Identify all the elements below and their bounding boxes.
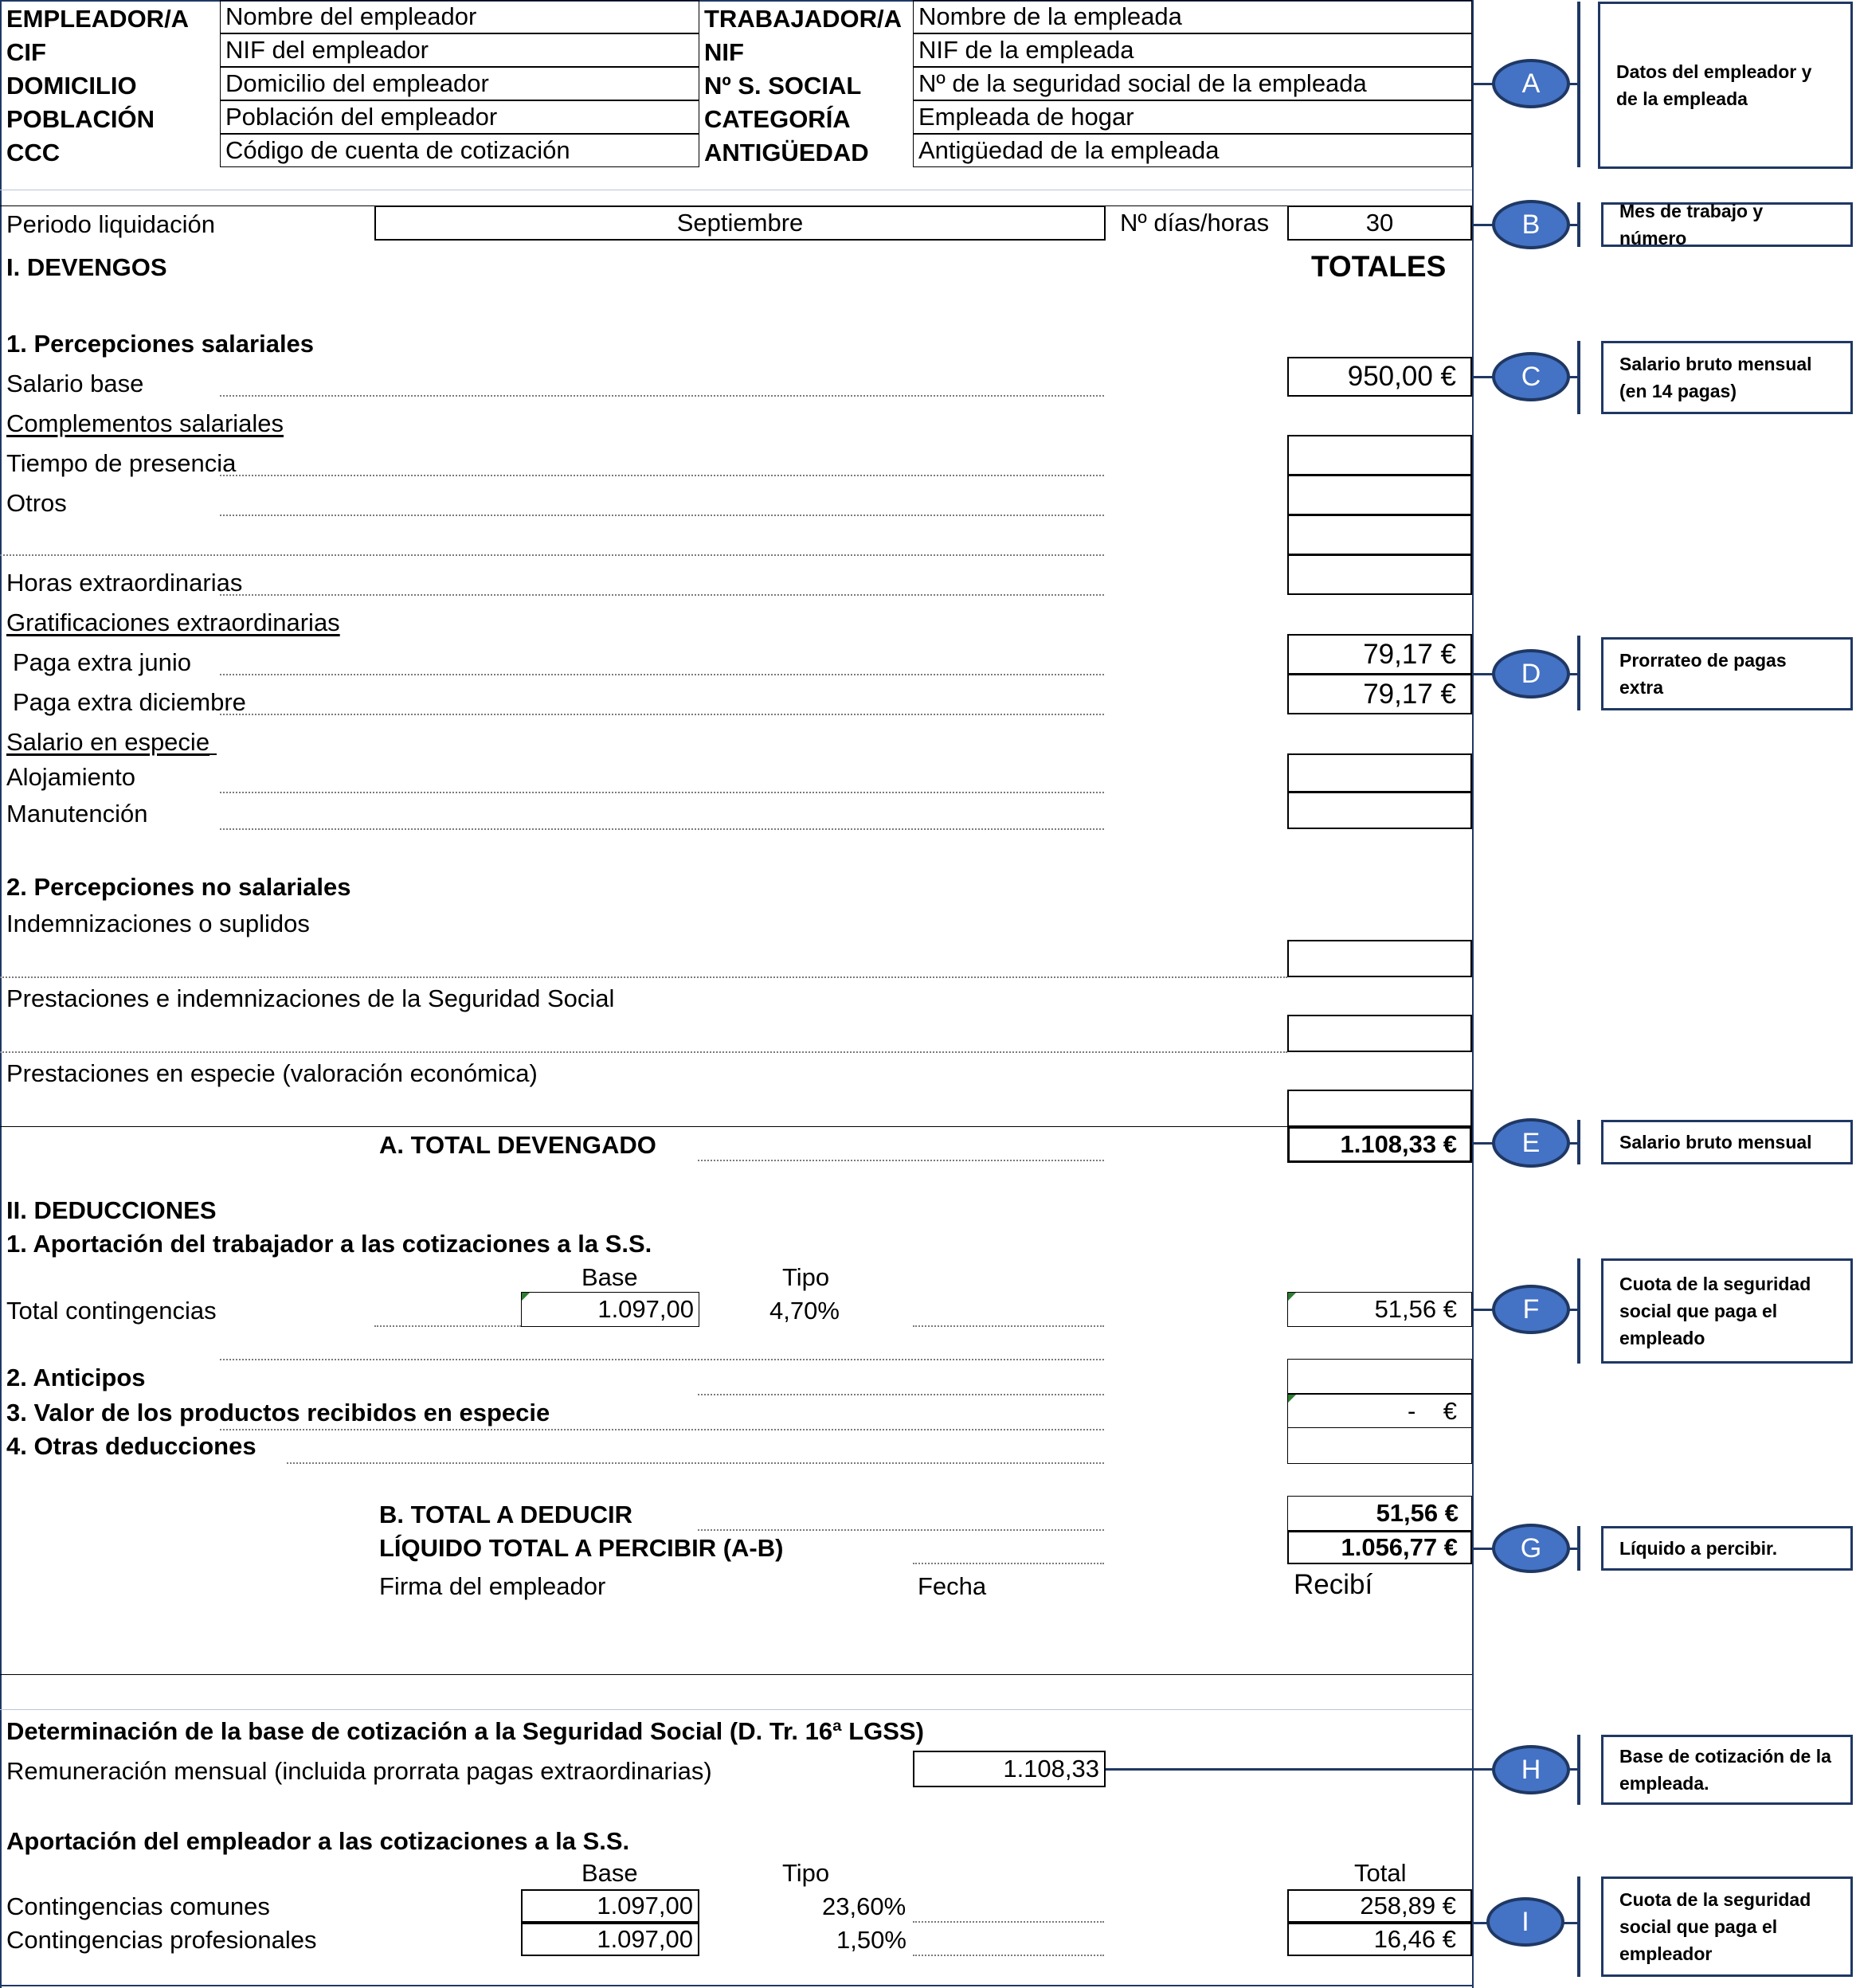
indemnizaciones-leader [0,976,1287,978]
liquido-value: 1.056,77 € [1341,1533,1458,1561]
callout-box-a [1598,2,1853,169]
especie-leader [698,1394,1104,1395]
cif-label: CIF [6,38,46,66]
salario-especie-underline [159,753,217,755]
total-deducir-value: 51,56 € [1376,1499,1459,1527]
callout-box-d [1601,637,1853,710]
domicilio-value-cell [220,67,699,100]
empleador-base-header: Base [581,1859,638,1887]
profesionales-base-field [521,1923,699,1956]
categoria-label: CATEGORÍA [704,105,851,133]
callout-letter: G [1520,1532,1542,1563]
frame-bottom [0,1985,1474,1986]
complementos-label: Complementos salariales [6,409,284,437]
callout-connector [1106,1768,1493,1771]
otros-field [1287,475,1472,515]
callout-bracket [1577,341,1580,414]
callout-bracket [1577,2,1580,167]
callout-connector [1474,1142,1493,1145]
periodo-label: Periodo liquidación [6,210,215,238]
callout-badge-c [1492,352,1570,401]
worker-seniority: Antigüedad de la empleada [918,136,1220,164]
callout-letter: B [1521,209,1541,240]
prestaciones-ss-field [1287,1015,1472,1052]
prestaciones-especie-label: Prestaciones en especie (valoración económica) [6,1059,538,1087]
remuneracion-value: 1.108,33 [1003,1755,1099,1783]
no-salariales-title: 2. Percepciones no salariales [6,873,351,901]
deducciones-tipo-header: Tipo [782,1263,830,1291]
callout-connector [1569,376,1577,378]
alojamiento-field [1287,753,1472,792]
callout-text: Salario bruto mensual [1619,1132,1812,1152]
comunes-total-value: 258,89 € [1360,1892,1456,1920]
callout-badge-i [1486,1897,1564,1947]
poblacion-value-cell [220,100,699,134]
salario-base-field [1287,357,1472,397]
cell-marker-icon [1288,1293,1296,1301]
callout-box-c [1601,341,1853,414]
callout-connector [1569,1768,1577,1771]
callout-box-b [1601,202,1853,247]
section-divider-2 [0,1709,1472,1710]
devengos-title: I. DEVENGOS [6,253,167,281]
contingencias-base-value: 1.097,00 [597,1295,694,1323]
callout-bracket [1577,1258,1580,1364]
indemnizaciones-label: Indemnizaciones o suplidos [6,910,310,937]
profesionales-tipo: 1,50% [836,1926,906,1954]
callout-connector [1569,1142,1577,1145]
comunes-base-value: 1.097,00 [597,1892,693,1920]
callout-text: Líquido a percibir. [1619,1538,1778,1559]
contingencias-total-value: 51,56 € [1374,1295,1457,1323]
cif-value-cell [220,33,699,67]
categoria-value-cell [913,100,1472,134]
callout-connector [1569,224,1577,226]
profesionales-total-field [1287,1923,1472,1956]
contingencias-tipo: 4,70% [769,1297,840,1325]
ccc-value-cell [220,134,699,167]
otras-leader-1 [220,1429,1104,1430]
callout-bracket [1577,1120,1580,1164]
profesionales-leader [913,1955,1104,1956]
paga-junio-value: 79,17 € [1363,638,1456,670]
profesionales-total-value: 16,46 € [1373,1925,1456,1953]
especie-label: 3. Valor de los productos recibidos en especie [6,1399,550,1426]
paga-diciembre-label: Paga extra diciembre [13,688,246,716]
recibi-label: Recibí [1294,1569,1373,1600]
horas-extra-label: Horas extraordinarias [6,569,243,597]
callout-text: Prorrateo de pagas extra [1619,650,1787,698]
callout-text: Datos del empleador y de la empleada [1616,61,1812,109]
gratificaciones-label: Gratificaciones extraordinarias [6,609,340,636]
remuneracion-label: Remuneración mensual (incluida prorrata pagas extraordinarias) [6,1757,712,1785]
total-deducir-leader [698,1529,1104,1531]
periodo-field [374,205,1106,241]
callout-connector [1569,1548,1577,1550]
callout-text: Mes de trabajo y número [1619,201,1764,248]
periodo-value: Septiembre [676,209,804,237]
callout-letter: D [1521,658,1541,689]
empleador-tipo-header: Tipo [782,1859,830,1887]
callout-connector [1474,83,1493,85]
worker-nss: Nº de la seguridad social de la empleada [918,69,1367,97]
liquido-label: LÍQUIDO TOTAL A PERCIBIR (A-B) [379,1534,784,1562]
otras-deducciones-label: 4. Otras deducciones [6,1432,256,1460]
tiempo-presencia-label: Tiempo de presencia [6,449,237,477]
especie-field [1287,1394,1472,1429]
nss-value-cell [913,67,1472,100]
employer-town: Población del empleador [225,103,498,131]
callout-badge-f [1492,1285,1570,1334]
contingencias-label: Total contingencias [6,1297,217,1325]
deducciones-base-header: Base [581,1263,638,1291]
employer-address: Domicilio del empleador [225,69,489,97]
callout-bracket [1577,1735,1580,1805]
comunes-leader [913,1921,1104,1923]
dias-label: Nº días/horas [1120,209,1270,237]
tiempo-presencia-field [1287,435,1472,475]
dias-field [1287,205,1472,241]
callout-letter: C [1521,361,1541,392]
cell-marker-icon [1288,1395,1296,1403]
prestaciones-especie-line [0,1126,1287,1127]
callout-box-i [1601,1876,1853,1977]
worker-nif: NIF de la empleada [918,36,1134,64]
base-cotizacion-title: Determinación de la base de cotización a la Seguridad Social (D. Tr. 16ª LGSS) [6,1717,924,1745]
anticipos-label: 2. Anticipos [6,1364,146,1391]
profesionales-base-value: 1.097,00 [597,1925,693,1953]
otros-leader [220,515,1104,516]
dias-value: 30 [1365,209,1394,237]
callout-text: Cuota de la seguridad social que paga el empleador [1619,1889,1811,1964]
ccc-label: CCC [6,139,61,166]
paga-diciembre-field [1287,674,1472,714]
salario-base-label: Salario base [6,370,144,397]
callout-letter: H [1521,1754,1541,1785]
fecha-label: Fecha [918,1572,987,1600]
callout-bracket [1577,636,1580,710]
contingencias-total-field [1287,1292,1472,1327]
domicilio-label: DOMICILIO [6,72,137,100]
nif-value-cell [913,33,1472,67]
blank-field [1287,515,1472,555]
callout-box-f [1601,1258,1853,1364]
callout-connector [1564,1922,1577,1924]
otras-field [1287,1427,1472,1464]
paga-diciembre-value: 79,17 € [1363,678,1456,710]
frame-right-divider [1472,0,1474,1988]
blank-row-leader [0,554,1104,556]
firma-label: Firma del empleador [379,1572,606,1600]
otros-label: Otros [6,489,67,517]
prestaciones-especie-field [1287,1090,1472,1127]
frame-left [0,0,2,1988]
callout-badge-b [1492,200,1570,249]
poblacion-label: POBLACIÓN [6,105,155,133]
contingencias-leader-2 [913,1325,1104,1327]
callout-text: Base de cotización de la empleada. [1619,1746,1831,1794]
callout-badge-h [1492,1745,1570,1794]
paga-junio-label: Paga extra junio [13,648,192,676]
callout-bracket [1577,1876,1580,1977]
callout-connector [1474,673,1493,675]
callout-badge-g [1492,1524,1570,1573]
salario-base-leader [220,395,1104,397]
liquido-leader [913,1563,1104,1564]
aportacion-empleador-title: Aportación del empleador a las cotizaciones a la S.S. [6,1827,630,1855]
profesionales-label: Contingencias profesionales [6,1926,317,1954]
callout-badge-d [1492,649,1570,699]
manutencion-field [1287,792,1472,829]
callout-box-g [1601,1526,1853,1571]
callout-text: Cuota de la seguridad social que paga el empleado [1619,1274,1811,1348]
contingencias-leader-1 [374,1325,521,1327]
callout-connector [1569,83,1577,85]
total-devengado-label: A. TOTAL DEVENGADO [379,1131,656,1159]
prestaciones-ss-label: Prestaciones e indemnizaciones de la Seguridad Social [6,984,615,1012]
anticipos-field [1287,1359,1472,1394]
tiempo-presencia-leader [220,475,1104,476]
prestaciones-ss-leader [0,1051,1287,1053]
callout-badge-a [1492,59,1570,108]
callout-letter: A [1521,68,1541,99]
paga-diciembre-leader [220,714,1104,715]
employer-ccc: Código de cuenta de cotización [225,136,570,164]
comunes-base-field [521,1889,699,1923]
employer-label: EMPLEADOR/A [6,5,190,33]
callout-letter: F [1522,1293,1540,1325]
employer-value-cell [220,0,699,33]
callout-connector [1474,1548,1493,1550]
callout-letter: E [1521,1127,1541,1158]
empleador-total-header: Total [1354,1859,1407,1887]
worker-category: Empleada de hogar [918,103,1134,131]
callout-box-h [1601,1735,1853,1805]
callout-bracket [1577,1526,1580,1571]
callout-letter: I [1521,1906,1529,1937]
remuneracion-field [913,1751,1106,1787]
horas-extra-field [1287,554,1472,595]
callout-box-e [1601,1120,1853,1164]
worker-name: Nombre de la empleada [918,2,1182,30]
salario-especie-label: Salario en especie [6,728,210,756]
paga-junio-leader [220,674,1104,675]
callout-connector [1569,673,1577,675]
anticipos-leader [220,1359,1104,1360]
nif-label: NIF [704,38,744,66]
antiguedad-label: ANTIGÜEDAD [704,139,869,166]
callout-connector [1474,376,1493,378]
paga-junio-field [1287,634,1472,675]
callout-bracket [1577,202,1580,247]
comunes-label: Contingencias comunes [6,1892,270,1920]
manutencion-leader [220,828,1104,830]
callout-text: Salario bruto mensual (en 14 pagas) [1619,354,1812,401]
total-devengado-leader [698,1160,1104,1161]
callout-connector [1569,1309,1577,1311]
total-deducir-field [1287,1496,1472,1531]
liquido-field [1287,1531,1472,1564]
comunes-tipo: 23,60% [822,1892,906,1920]
worker-label: TRABAJADOR/A [704,5,902,33]
deducciones-title: II. DEDUCCIONES [6,1196,217,1224]
callout-badge-e [1492,1118,1570,1168]
section-divider-1 [0,1674,1472,1675]
especie-value: - € [1407,1397,1457,1425]
salariales-title: 1. Percepciones salariales [6,330,315,358]
callout-connector [1474,224,1493,226]
total-devengado-field [1287,1126,1472,1163]
total-deducir-label: B. TOTAL A DEDUCIR [379,1501,633,1528]
total-devengado-value: 1.108,33 € [1340,1130,1457,1158]
employer-name: Nombre del empleador [225,2,477,30]
employer-cif: NIF del empleador [225,36,429,64]
salario-base-value: 950,00 € [1347,361,1456,392]
cell-marker-icon [522,1293,530,1301]
contingencias-base-field [521,1292,699,1327]
manutencion-label: Manutención [6,800,148,828]
antiguedad-value-cell [913,134,1472,167]
totales-header: TOTALES [1311,250,1447,283]
nss-label: Nº S. SOCIAL [704,72,862,100]
horas-extra-leader [220,594,1104,596]
alojamiento-leader [220,792,1104,793]
indemnizaciones-field [1287,940,1472,977]
otras-leader-2 [287,1462,1104,1464]
callout-connector [1474,1309,1493,1311]
comunes-total-field [1287,1889,1472,1923]
alojamiento-label: Alojamiento [6,763,135,791]
aportacion-trabajador-title: 1. Aportación del trabajador a las cotizaciones a la S.S. [6,1230,652,1258]
worker-value-cell [913,0,1472,33]
